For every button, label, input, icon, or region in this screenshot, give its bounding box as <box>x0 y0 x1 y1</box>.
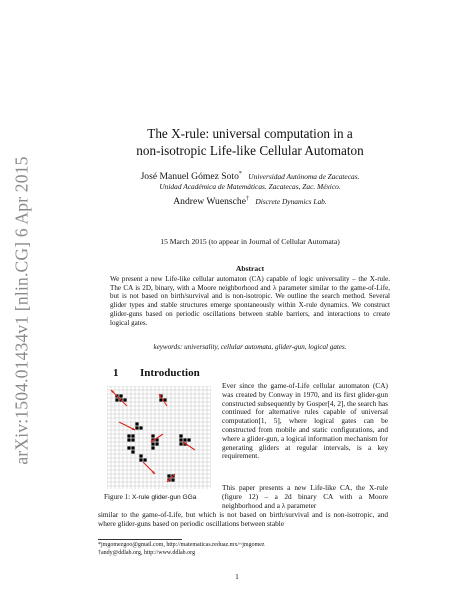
affiliation-line: Unidad Académica de Matemáticas. Zacatecas, Zac. México. <box>159 182 341 191</box>
live-cell <box>179 434 182 437</box>
live-cell <box>179 442 182 445</box>
live-cell <box>135 426 138 429</box>
live-cell <box>139 426 142 429</box>
arxiv-stamp <box>6 140 38 480</box>
author-1-mark: * <box>238 171 242 177</box>
footnote-1: *jmgomezgoo@gmail.com, http://matematicas.reduaz.mx/~jmgomez <box>98 542 265 548</box>
live-cell <box>127 446 130 449</box>
live-cell <box>139 458 142 461</box>
figure-caption <box>104 493 196 501</box>
title-line-1: The X-rule: universal computation in a <box>147 126 353 141</box>
live-cell <box>127 434 130 437</box>
live-cell <box>155 442 158 445</box>
abstract-text: We present a new Life-like cellular automaton (CA) capable of logic universality – the X-rule. The CA is 2D, binary, with a Moore neighborhood and λ parameter similar to the game-of-Life, but is not based on birth/survival and is non-isotropic. We outline the search method. Several glider types and stable structures emerge spontaneously within X-rule dynamics. We construct glider-guns based on periodic oscillations between stable barriers, and interactions to create logical gates. <box>110 275 390 327</box>
abstract-heading: Abstract <box>235 264 265 273</box>
page-number: 1 <box>235 572 239 581</box>
live-cell <box>135 422 138 425</box>
live-cell <box>131 446 134 449</box>
author-2-name: Andrew Wuensche <box>173 196 246 208</box>
section-title: Introduction <box>140 367 200 379</box>
footnote-rule <box>98 539 182 540</box>
glider-gun-figure <box>107 386 211 489</box>
live-cell <box>139 454 142 457</box>
figure-name: X-rule glider-gun GGa <box>131 494 197 501</box>
live-cell <box>151 434 154 437</box>
live-cell <box>131 434 134 437</box>
live-cell <box>131 438 134 441</box>
live-cell <box>179 438 182 441</box>
live-cell <box>123 398 126 401</box>
live-cell <box>131 450 134 453</box>
author-2-affil: Discrete Dynamics Lab. <box>255 197 327 207</box>
live-cell <box>171 478 174 481</box>
live-cell <box>183 438 186 441</box>
author-1-name: José Manuel Gómez Soto <box>140 171 239 183</box>
intro-paragraph-2-start: This paper presents a new Life-like CA, the X-rule (figure 12) – a 2d binary CA with a Moore neighborhood and a λ parameter <box>222 483 388 510</box>
live-cell <box>119 394 122 397</box>
author-2-mark: † <box>245 196 249 202</box>
author-1 <box>100 168 400 183</box>
title-line-2: non-isotropic Life-like Cellular Automaton <box>136 143 364 158</box>
intro-paragraph-2-rest: similar to the game-of-Life, but which is not based on birth/survival and is non-isotropic, and where glider-guns based on periodic oscillations between stable <box>98 510 388 528</box>
live-cell <box>167 474 170 477</box>
section-number: 1 <box>113 367 119 379</box>
live-cell <box>187 438 190 441</box>
intro-paragraph-1: Ever since the game-of-Life cellular automaton (CA) was created by Conway in 1970, and its first glider-gun constructed subsequently by Gosper[4, 2], the search has continued for alternative rules capable of universal computation[1, 5], where logical gates can be constructed from mobile and static configurations, and where a glider-gun, a logical information mechanism for generating gliders at regular intervals, is a key requirement. <box>222 381 388 461</box>
live-cell <box>115 398 118 401</box>
live-cell <box>127 438 130 441</box>
author-2 <box>100 193 400 208</box>
live-cell <box>151 442 154 445</box>
arxiv-stamp-text: arXiv:1504.01434v1 [nlin.CG] 6 Apr 2015 <box>11 155 32 465</box>
footnote-2: †andy@ddlab.org, http://www.ddlab.org <box>98 550 196 556</box>
paper-date: 15 March 2015 (to appear in Journal of Cellular Automata) <box>160 237 340 246</box>
author-1-affil: Universidad Autónoma de Zacatecas. <box>248 172 360 182</box>
figure-label: Figure 1: <box>104 493 131 501</box>
keywords: keywords: universality, cellular automata, glider-gun, logical gates. <box>153 343 347 351</box>
live-cell <box>151 446 154 449</box>
live-cell <box>143 458 146 461</box>
paper-title <box>100 125 400 159</box>
